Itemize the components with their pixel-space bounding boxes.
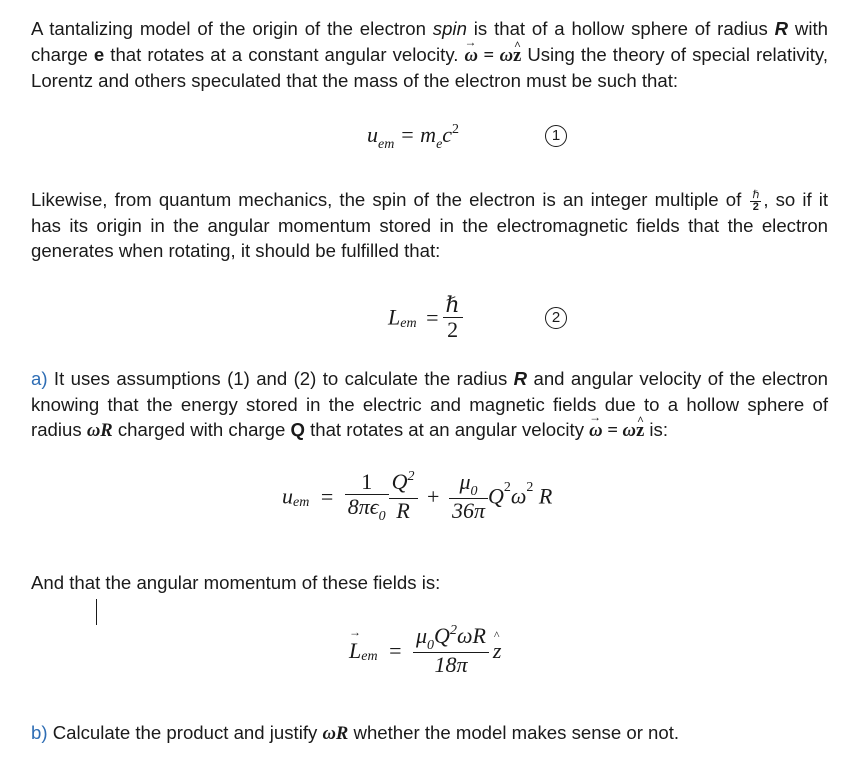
angular-momentum-paragraph: And that the angular momentum of these fields is: [31,572,441,593]
part-b-label: b) [31,722,48,743]
part-a-label: a) [31,368,48,389]
z-hat: ^ z [493,638,502,664]
charge-symbol: e [93,43,105,65]
hbar-over-2: $\frac{\text{ℏ}}{2}$ [752,188,760,213]
equation-4: → $L_{em}$ = $\frac{\mu_0Q^2\omega R}{18\pi}$ ^ z [349,624,501,677]
omega-vector: → ω [464,43,477,69]
intro-paragraph: A tantalizing model of the origin of the electron spin is that of a hollow sphere of radius R with charge e that rotates at a constant angular velocity. → ω = ω^ z Using the theory of special relativity, Lorentz and others speculated that the mass of the electron must be such that: [31,16,828,94]
equation-1-number: 1 [545,125,567,147]
quantum-paragraph: Likewise, from quantum mechanics, the spin of the electron is an integer multiple of $\frac{\text{ℏ}}{2}$ , so if it has its origin in the angular momentum stored in the electromagnetic fields that the electron generates when rotating, it should be fulfilled that: [31,188,828,262]
part-a-paragraph: a) It uses assumptions (1) and (2) to calculate the radius R and angular velocity of the electron knowing that the energy stored in the electric and magnetic fields due to a hollow sphere of radius ωR charged with charge Q that rotates at an angular velocity → ω = ω^ z is: [31,366,828,444]
radius-symbol: R [774,18,789,39]
z-hat: ^ z [513,43,521,69]
equation-2-fraction: $\frac{\text{ℏ}}{2}$ [443,293,463,342]
spin-term: spin [432,18,467,39]
part-b-paragraph: b) Calculate the product and justify ωR whether the model makes sense or not. [31,722,680,744]
text-cursor [96,599,97,625]
equation-2: $L_{em}$ = $\frac{\text{ℏ}}{2}$ [388,293,463,342]
equation-1: $u_{em} = m_ec^2$ [367,122,460,152]
omega-vector: → ω [589,418,602,444]
equation-2-number: 2 [545,307,567,329]
equation-3: $u_{em}$ = $\frac{1}{8\pi\epsilon_0}$ $\frac{Q^2}{R}$ + $\frac{\mu_0}{36\pi}$ $Q^2\omega^2$ R [282,469,553,524]
z-hat: ^ z [636,418,644,444]
